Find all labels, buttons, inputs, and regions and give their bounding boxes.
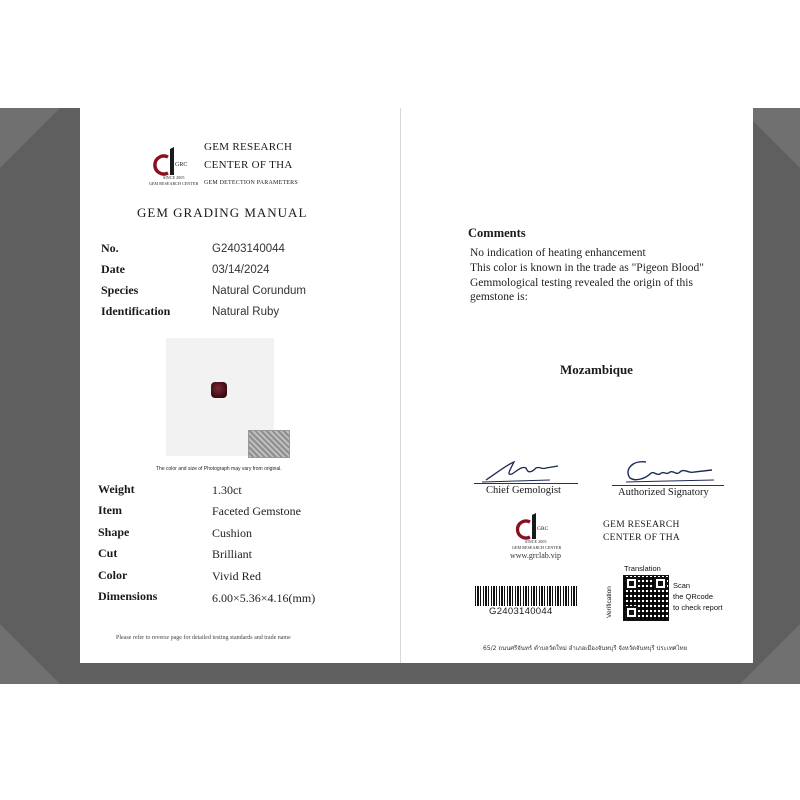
- grc-logo-back: [510, 512, 560, 552]
- comment-line-3: Gemmological testing revealed the origin of this: [470, 277, 693, 289]
- folder-corner-top-left: [0, 108, 60, 168]
- chief-gemologist-label: Chief Gemologist: [486, 485, 561, 496]
- lab-name-back-line2: CENTER OF THA: [603, 533, 681, 543]
- field-value-date: 03/14/2024: [212, 264, 270, 276]
- logo-since: SINCE 2005: [163, 175, 185, 180]
- authorized-signatory-label: Authorized Signatory: [618, 487, 709, 498]
- field-value-identification: Natural Ruby: [212, 306, 280, 318]
- grc-logo: [148, 145, 198, 189]
- lab-website: www.grclab.vip: [510, 551, 562, 560]
- grc-logo-back-icon: [510, 512, 560, 542]
- logo-text: GRC: [175, 162, 188, 168]
- qr-finder-top-left: [625, 577, 638, 590]
- scan-line-3: to check report: [673, 603, 723, 612]
- ruby-image: [211, 382, 227, 398]
- qr-finder-bottom-left: [625, 606, 638, 619]
- footer-note: Please refer to reverse page for detailed testing standards and trade name: [116, 635, 291, 641]
- field-label-no: No.: [101, 241, 119, 255]
- detail-label-item: Item: [98, 503, 122, 517]
- manual-title: GEM GRADING MANUAL: [137, 205, 308, 220]
- comments-title: Comments: [468, 226, 526, 240]
- chief-gemologist-signature: [478, 456, 568, 486]
- comment-line-1: No indication of heating enhancement: [470, 247, 646, 259]
- barcode-number: G2403140044: [489, 606, 553, 617]
- logo-back-subtitle: GEM RESEARCH CENTER: [512, 545, 562, 550]
- lab-name-line2: CENTER OF THA: [204, 159, 293, 171]
- grc-logo-icon: [148, 145, 198, 179]
- field-label-identification: Identification: [101, 304, 171, 318]
- lab-address: 65/2 ถนนศรีจันทร์ ตำบลวัดใหม่ อำเภอเมืองจันทบุรี จังหวัดจันทบุรี ประเทศไทย: [483, 645, 688, 652]
- field-value-species: Natural Corundum: [212, 285, 306, 297]
- detail-label-color: Color: [98, 568, 128, 582]
- lab-name-back-line1: GEM RESEARCH: [603, 520, 680, 530]
- detail-value-dimensions: 6.00×5.36×4.16(mm): [212, 591, 316, 605]
- origin-value: Mozambique: [560, 362, 633, 377]
- field-label-date: Date: [101, 262, 125, 276]
- folder-corner-bottom-left: [0, 624, 60, 684]
- lab-name-line1: GEM RESEARCH: [204, 141, 293, 153]
- detail-label-shape: Shape: [98, 525, 130, 539]
- scan-line-1: Scan: [673, 581, 691, 590]
- right-page: [400, 108, 753, 663]
- qr-finder-top-right: [654, 577, 667, 590]
- detail-value-item: Faceted Gemstone: [212, 504, 301, 518]
- detail-label-dimensions: Dimensions: [98, 589, 158, 603]
- field-value-no: G2403140044: [212, 243, 285, 255]
- report-qr-code[interactable]: [623, 575, 669, 621]
- photo-note: The color and size of Photograph may vary from original.: [156, 466, 282, 472]
- logo-back-since: SINCE 2005: [525, 539, 547, 544]
- lab-tagline: GEM DETECTION PARAMETERS: [204, 180, 298, 186]
- gem-photo: [166, 338, 274, 456]
- detail-value-weight: 1.30ct: [212, 483, 242, 497]
- logo-back-text: GRC: [537, 526, 549, 532]
- chief-gemologist-line: [474, 483, 578, 484]
- comment-line-2: This color is known in the trade as "Pigeon Blood": [470, 262, 704, 274]
- field-label-species: Species: [101, 283, 139, 297]
- report-barcode: [475, 586, 577, 606]
- verification-label: Verification: [606, 586, 613, 618]
- detail-value-shape: Cushion: [212, 526, 253, 540]
- detail-label-cut: Cut: [98, 546, 118, 560]
- authorized-signatory-signature: [616, 456, 726, 486]
- detail-value-color: Vivid Red: [212, 569, 261, 583]
- comment-line-4: gemstone is:: [470, 291, 528, 303]
- detail-value-cut: Brilliant: [212, 547, 252, 561]
- scan-line-2: the QRcode: [673, 592, 714, 601]
- hologram-sticker: [248, 430, 290, 458]
- translation-label: Translation: [624, 564, 661, 573]
- authorized-signatory-line: [612, 485, 724, 486]
- detail-label-weight: Weight: [98, 482, 135, 496]
- logo-subtitle: GEM RESEARCH CENTER: [149, 181, 199, 186]
